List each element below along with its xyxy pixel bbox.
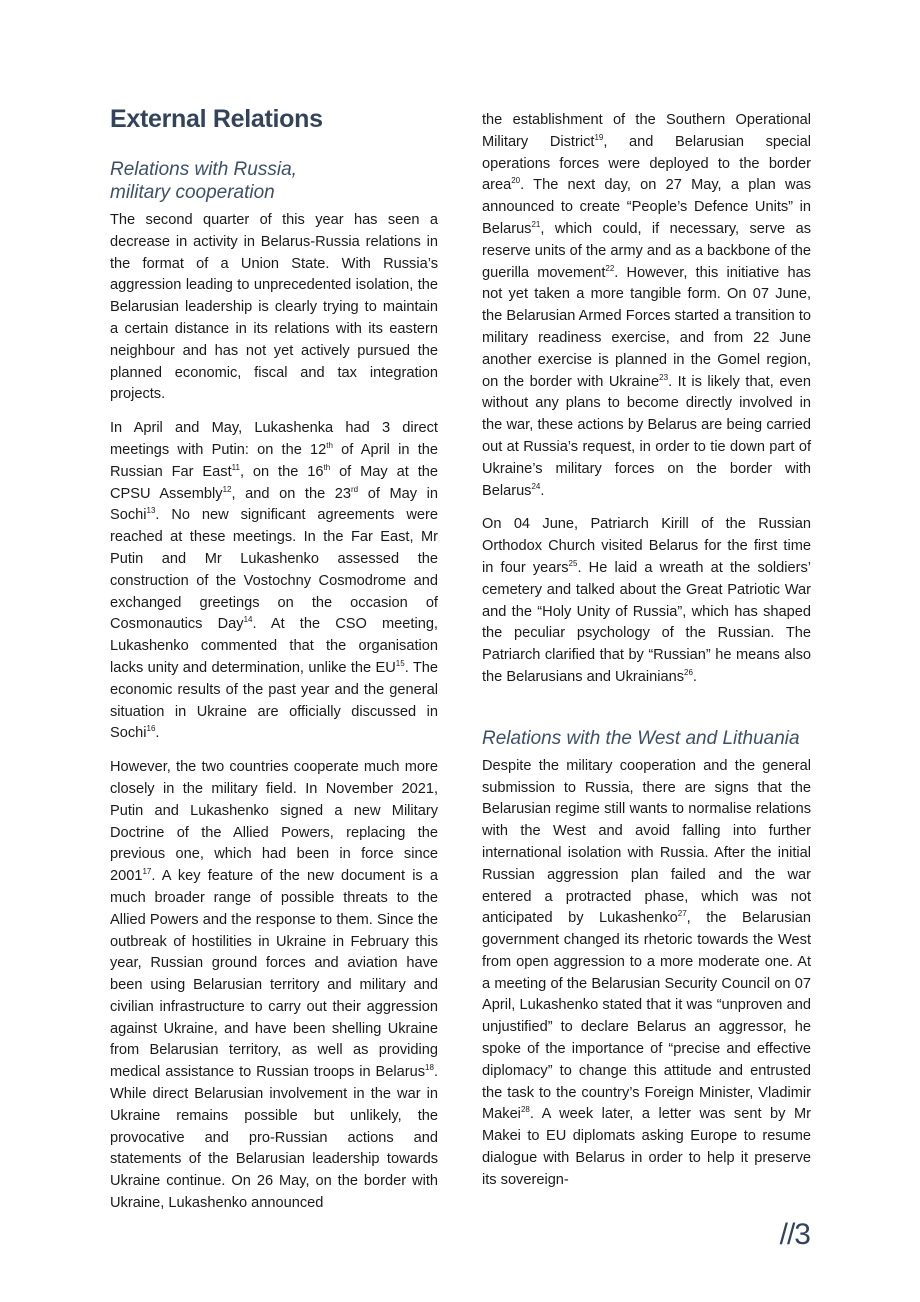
footnote-ref: 22 xyxy=(605,263,615,273)
footnote-ref: rd xyxy=(351,484,359,494)
footnote-ref: 19 xyxy=(594,132,604,142)
subheading-russia xyxy=(110,158,438,204)
subheading-russia-line1: Relations with Russia, xyxy=(110,159,297,180)
footnote-ref: 18 xyxy=(425,1063,434,1073)
paragraph-west-relations: Despite the military cooperation and the general submission to Russia, there are signs that the Belarusian regime still wants to normalise relations with the West and avoid falling into further international isolation with Russia. After the initial Russian aggression plan failed and the war entered a protracted phase, which was not anticipated by Lukashenko$^{27}$, the Belarusian government changed its rhetoric towards the West from open aggression to a more moderate one. At a meeting of the Belarusian Security Council on 07 April, Lukashenko stated that it was “unproven and unjustified” to declare Belarus an aggressor, he spoke of the importance of “precise and effective diplomacy” to change this attitude and entrusted the task to the country’s Foreign Minister, Vladimir Makei$^{28}$. A week later, a letter was sent by Mr Makei to EU diplomats asking Europe to resume dialogue with Belarus in order to help it preserve its sovereign- xyxy=(482,757,811,1188)
paragraph-union-state: The second quarter of this year has seen a decrease in activity in Belarus-Russia relations in the format of a Union State. With Russia’s aggression leading to unprecedented isolation, the Belarusian leadership is clearly trying to maintain a certain distance in its relations with its eastern neighbour and has not yet actively pursued the planned economic, fiscal and tax integration projects. xyxy=(110,212,438,403)
footnote-ref: 12 xyxy=(222,484,232,494)
footnote-ref: th xyxy=(326,441,333,451)
subheading-west: Relations with the West and Lithuania xyxy=(482,727,800,749)
footnote-ref: 16 xyxy=(146,724,156,734)
footnote-ref: 11 xyxy=(231,462,240,472)
page-number: //3 xyxy=(779,1218,810,1251)
footnote-ref: 15 xyxy=(395,659,405,669)
footnote-ref: 13 xyxy=(146,506,156,516)
right-column xyxy=(482,110,811,1204)
footnote-ref: 14 xyxy=(243,615,253,625)
footnote-ref: 17 xyxy=(142,867,152,877)
subheading-russia-line2: military cooperation xyxy=(110,182,275,203)
paragraph-military-cooperation: However, the two countries cooperate much more closely in the military field. In November 2021, Putin and Lukashenko signed a new Military Doctrine of the Allied Powers, replacing the previous one, which had been in force since 2001$^{17}$. A key feature of the new document is a much broader range of possible threats to the Allied Powers and the response to them. Since the outbreak of hostilities in Ukraine in February this year, Russian ground forces and aviation have been using Belarusian territory and military and civilian infrastructure to carry out their aggression against Ukraine, and have been shelling Ukraine from Belarusian territory, as well as providing medical assistance to Russian troops in Belarus$^{18}$. While direct Belarusian involvement in the war in Ukraine remains possible but unlikely, the provocative and pro-Russian actions and statements of the Belarusian leadership towards Ukraine continue. On 26 May, on the border with Ukraine, Lukashenko announced xyxy=(110,759,438,1212)
footnote-ref: 23 xyxy=(659,372,669,382)
footnote-ref: 27 xyxy=(677,909,687,919)
paragraph-meetings: In April and May, Lukashenka had 3 direct meetings with Putin: on the 12th of April in the Russian Far East$^{11}$, on the 16th of May at the CPSU Assembly$^{12}$, and on the 23rd of May in Sochi$^{13}$. No new significant agreements were reached at these meetings. In the Far East, Mr Putin and Mr Lukashenko assessed the construction of the Vostochny Cosmodrome and exchanged greetings on the occasion of Cosmonautics Day$^{14}$. At the CSO meeting, Lukashenko commented that the organisation lacks unity and determination, unlike the EU$^{15}$. The economic results of the past year and the general situation in Ukraine are officially discussed in Sochi$^{16}$. xyxy=(110,420,439,742)
footnote-ref: 25 xyxy=(568,559,578,569)
section-title: External Relations xyxy=(110,105,323,133)
paragraph-military-district: the establishment of the Southern Operational Military District$^{19}$, and Belarusian special operations forces were deployed to the border area$^{20}$. The next day, on 27 May, a plan was announced to create “People’s Defence Units” in Belarus$^{21}$, which could, if necessary, serve as reserve units of the army and as a backbone of the guerilla movement$^{22}$. However, this initiative has not yet taken a more tangible form. On 07 June, the Belarusian Armed Forces started a transition to military readiness exercise, and from 22 June another exercise is planned in the Gomel region, on the border with Ukraine$^{23}$. It is likely that, even without any plans to become directly involved in the war, these actions by Belarus are being carried out at Russia’s request, in order to tie down part of Ukraine’s military forces on the border with Belarus$^{24}$. xyxy=(482,112,812,499)
footnote-ref: 28 xyxy=(520,1105,530,1115)
left-column xyxy=(110,100,438,1227)
footnote-ref: 26 xyxy=(684,668,693,678)
footnote-ref: 24 xyxy=(531,481,541,491)
paragraph-patriarch-visit: On 04 June, Patriarch Kirill of the Russian Orthodox Church visited Belarus for the first time in four years$^{25}$. He laid a wreath at the soldiers’ cemetery and talked about the Great Patriotic War and the “Holy Unity of Russia”, which has shaped the peculiar psychology of the Russian. The Patriarch clarified that by “Russian” he means also the Belarusians and Ukrainians$^{26}$. xyxy=(482,516,811,685)
footnote-ref: 21 xyxy=(531,220,541,230)
footnote-ref: th xyxy=(323,462,331,472)
footnote-ref: 20 xyxy=(511,176,521,186)
